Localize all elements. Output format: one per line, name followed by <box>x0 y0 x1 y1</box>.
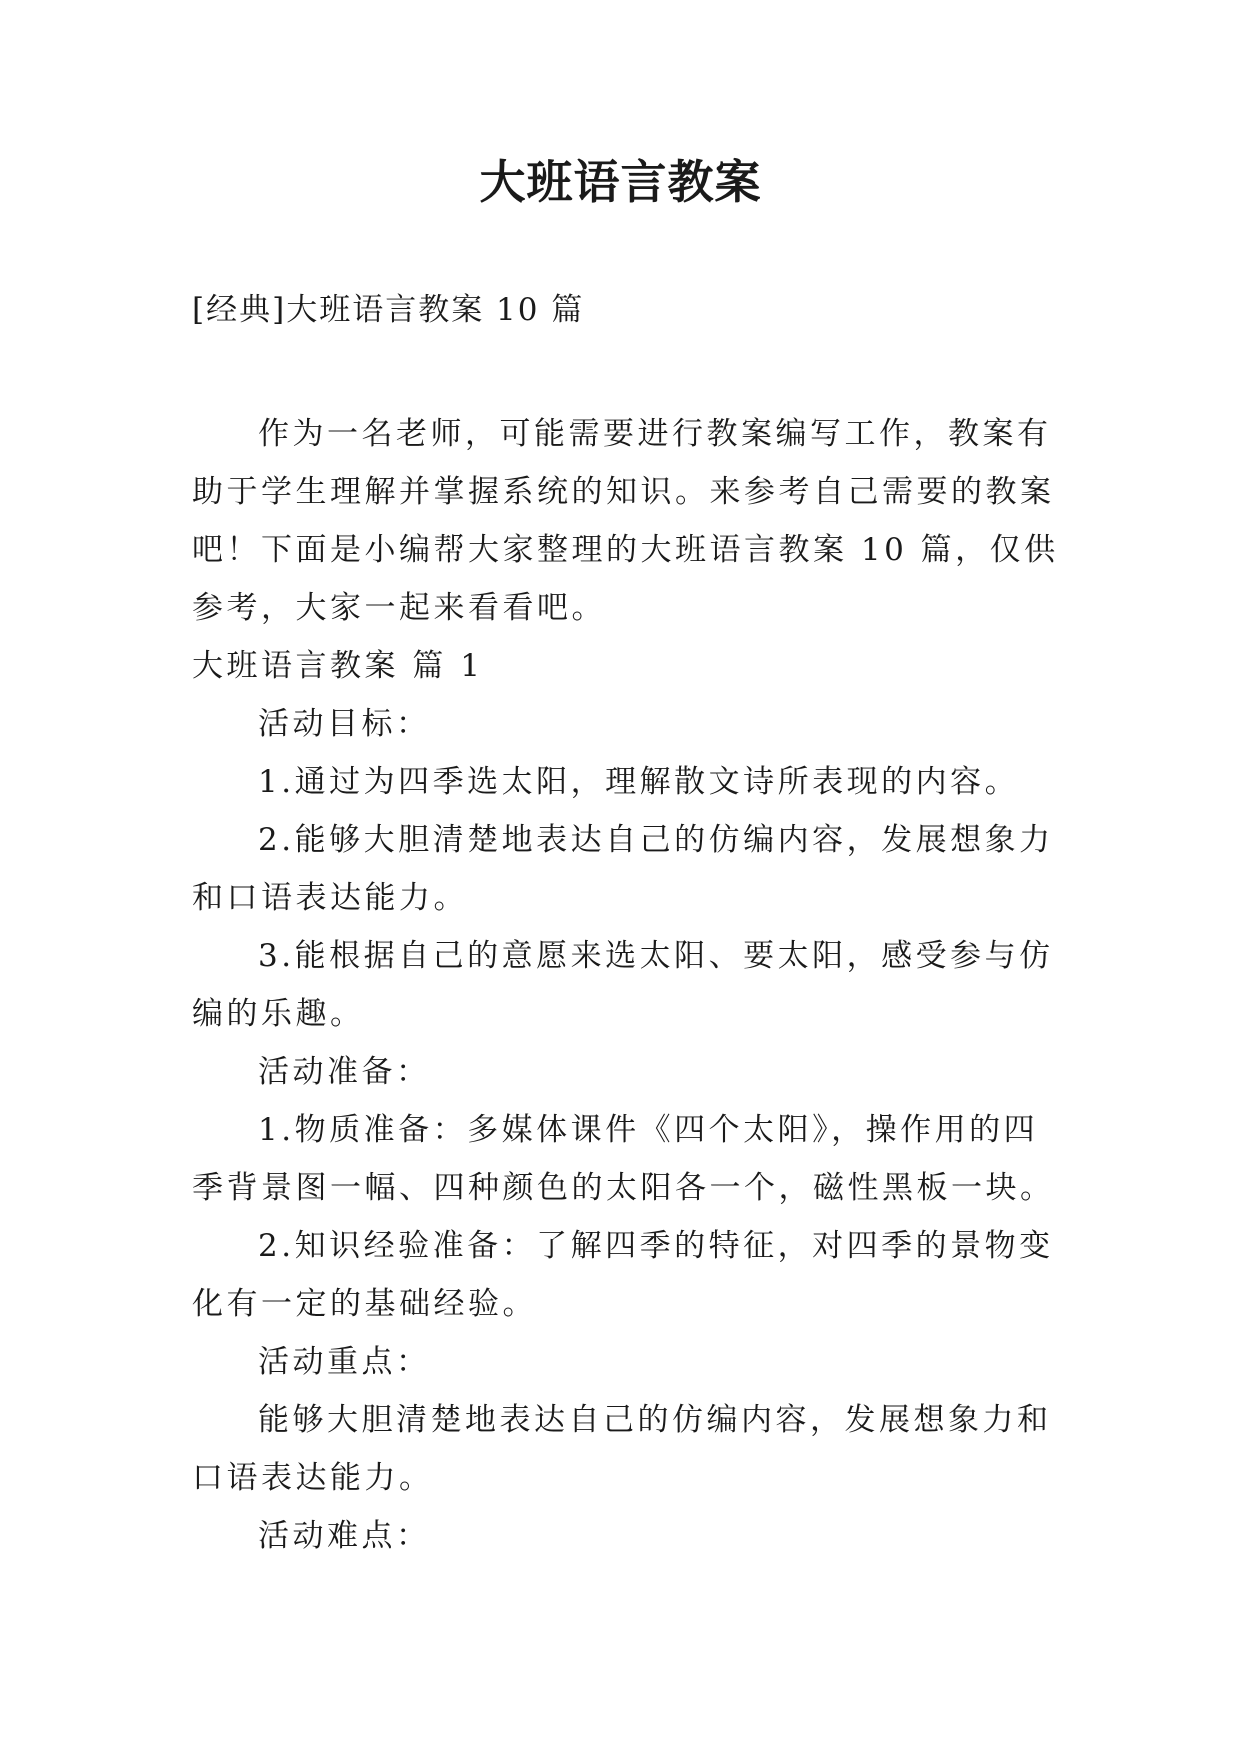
document-body <box>192 405 1062 1565</box>
prep-item-1: 1.物质准备：多媒体课件《四个太阳》，操作用的四季背景图一幅、四种颜色的太阳各一个，磁性黑板一块。 <box>192 1112 1055 1206</box>
prep-label: 活动准备： <box>258 1054 431 1090</box>
goal-item-1: 1.通过为四季选太阳，理解散文诗所表现的内容。 <box>258 764 1020 800</box>
goals-label: 活动目标： <box>258 706 431 742</box>
prep-item-2: 2.知识经验准备：了解四季的特征，对四季的景物变化有一定的基础经验。 <box>192 1228 1054 1322</box>
focus-text: 能够大胆清楚地表达自己的仿编内容，发展想象力和口语表达能力。 <box>192 1402 1052 1496</box>
document-title: 大班语言教案 <box>479 155 762 209</box>
goal-item-3: 3.能根据自己的意愿来选太阳、要太阳，感受参与仿编的乐趣。 <box>192 938 1054 1032</box>
difficulty-label: 活动难点： <box>258 1518 431 1554</box>
goal-item-2: 2.能够大胆清楚地表达自己的仿编内容，发展想象力和口语表达能力。 <box>192 822 1054 916</box>
section-heading: 大班语言教案 篇 1 <box>192 648 484 684</box>
document-subtitle: [经典]大班语言教案 10 篇 <box>192 292 585 328</box>
intro-paragraph: 作为一名老师，可能需要进行教案编写工作，教案有助于学生理解并掌握系统的知识。来参考自己需要的教案吧！下面是小编帮大家整理的大班语言教案 10 篇，仅供参考，大家一起来看看吧。 <box>192 416 1059 626</box>
focus-label: 活动重点： <box>258 1344 431 1380</box>
